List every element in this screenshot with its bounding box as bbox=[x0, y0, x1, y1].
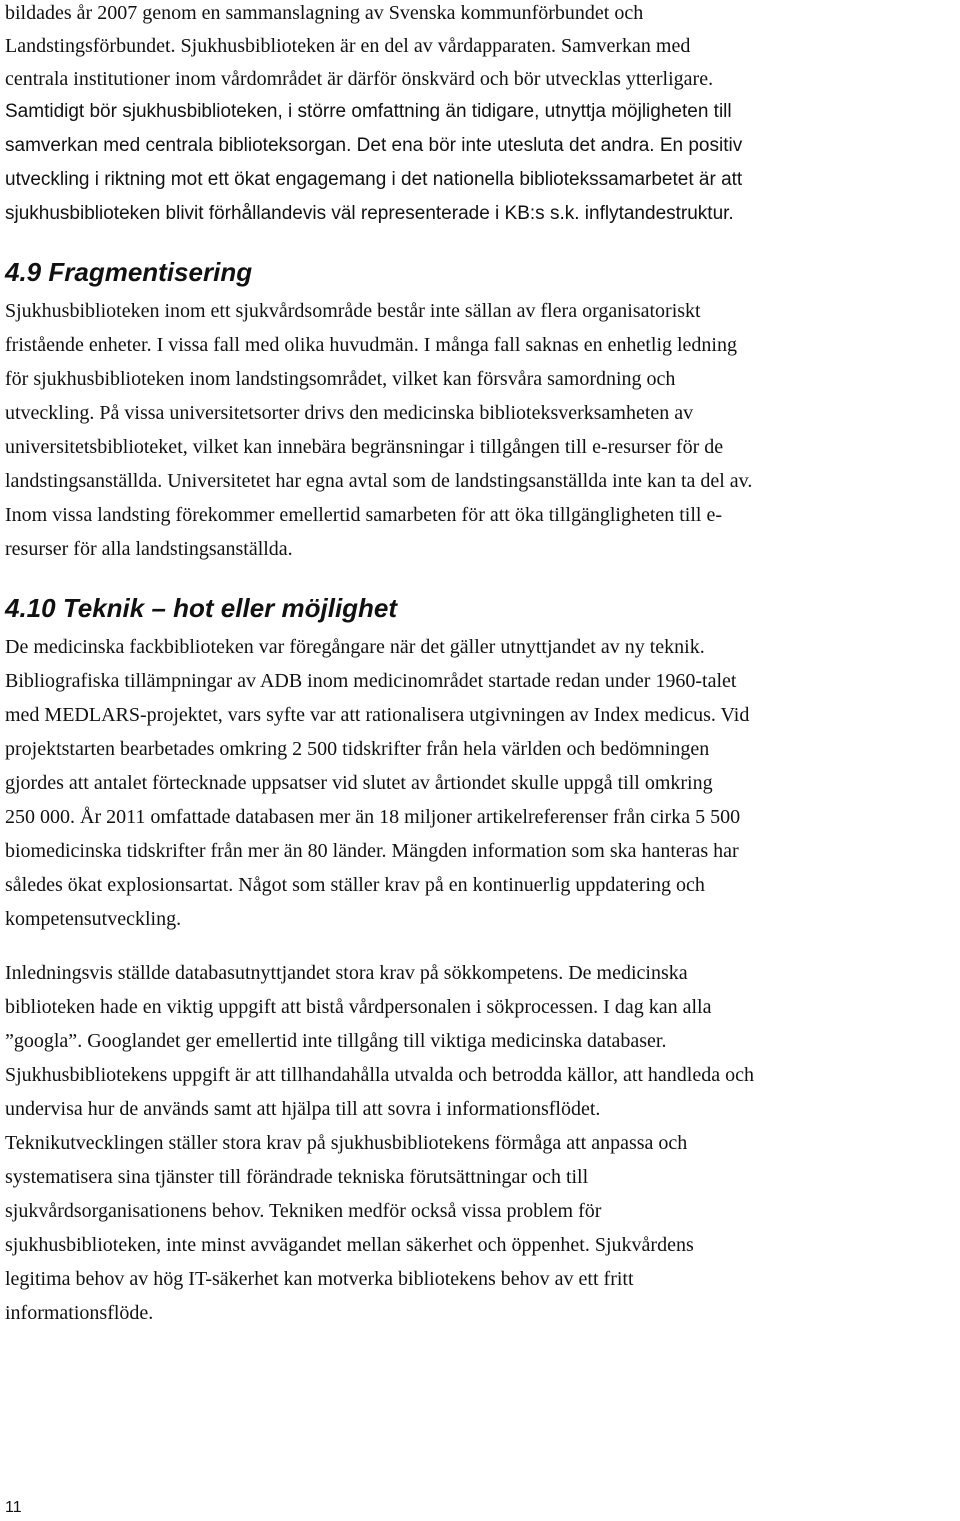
body-text-line: Sjukhusbibliotekens uppgift är att tillhandahålla utvalda och betrodda källor, att handleda och bbox=[5, 1064, 754, 1086]
body-text-line: sjukhusbiblioteken blivit förhållandevis väl representerade i KB:s s.k. inflytandestruktur. bbox=[5, 203, 734, 224]
body-text-line: för sjukhusbiblioteken inom landstingsområdet, vilket kan försvåra samordning och bbox=[5, 368, 676, 390]
body-text-line: centrala institutioner inom vårdområdet är därför önskvärd och bör utvecklas ytterligare. bbox=[5, 68, 714, 90]
section-heading: 4.9 Fragmentisering bbox=[5, 257, 253, 287]
body-text-line: biomedicinska tidskrifter från mer än 80 länder. Mängden information som ska hanteras har bbox=[5, 840, 739, 862]
body-text-line: Teknikutvecklingen ställer stora krav på sjukhusbibliotekens förmåga att anpassa och bbox=[5, 1132, 688, 1154]
body-text-line: således ökat explosionsartat. Något som ställer krav på en kontinuerlig uppdatering och bbox=[5, 874, 705, 896]
page-number: 11 bbox=[5, 1499, 22, 1516]
body-text-line: projektstarten bearbetades omkring 2 500 tidskrifter från hela världen och bedömningen bbox=[5, 738, 710, 760]
body-text-line: fristående enheter. I vissa fall med olika huvudmän. I många fall saknas en enhetlig ledning bbox=[5, 334, 737, 356]
body-text-line: utveckling i riktning mot ett ökat engagemang i det nationella bibliotekssamarbetet är att bbox=[5, 169, 743, 190]
body-text-line: sjukhusbiblioteken, inte minst avvägandet mellan säkerhet och öppenhet. Sjukvårdens bbox=[5, 1234, 694, 1256]
body-text-line: ”googla”. Googlandet ger emellertid inte tillgång till viktiga medicinska databaser. bbox=[5, 1030, 667, 1052]
body-text-line: systematisera sina tjänster till förändrade tekniska förutsättningar och till bbox=[5, 1166, 589, 1188]
body-text-line: gjordes att antalet förtecknade uppsatser vid slutet av årtiondet skulle uppgå till omkring bbox=[5, 772, 713, 794]
body-text-line: Samtidigt bör sjukhusbiblioteken, i större omfattning än tidigare, utnyttja möjligheten till bbox=[5, 101, 732, 122]
body-text-line: Landstingsförbundet. Sjukhusbiblioteken är en del av vårdapparaten. Samverkan med bbox=[5, 35, 691, 57]
body-text-line: Sjukhusbiblioteken inom ett sjukvårdsområde består inte sällan av flera organisatoriskt bbox=[5, 300, 701, 322]
body-text-line: 250 000. År 2011 omfattade databasen mer än 18 miljoner artikelreferenser från cirka 5 500 bbox=[5, 806, 741, 828]
body-text-line: Inledningsvis ställde databasutnyttjandet stora krav på sökkompetens. De medicinska bbox=[5, 962, 688, 984]
body-text-line: landstingsanställda. Universitetet har egna avtal som de landstingsanställda inte kan ta del av. bbox=[5, 470, 753, 492]
body-text-line: De medicinska fackbiblioteken var föregångare när det gäller utnyttjandet av ny teknik. bbox=[5, 636, 705, 658]
body-text-line: Bibliografiska tillämpningar av ADB inom medicinområdet startade redan under 1960-talet bbox=[5, 670, 737, 692]
body-text-line: biblioteken hade en viktig uppgift att bistå vårdpersonalen i sökprocessen. I dag kan alla bbox=[5, 996, 712, 1018]
section-heading: 4.10 Teknik – hot eller möjlighet bbox=[5, 593, 398, 623]
body-text-line: sjukvårdsorganisationens behov. Tekniken medför också vissa problem för bbox=[5, 1200, 602, 1222]
body-text-line: resurser för alla landstingsanställda. bbox=[5, 538, 293, 560]
body-text-line: utveckling. På vissa universitetsorter drivs den medicinska biblioteksverksamheten av bbox=[5, 402, 694, 424]
body-text-line: legitima behov av hög IT-säkerhet kan motverka bibliotekens behov av ett fritt bbox=[5, 1268, 634, 1290]
body-text-line: kompetensutveckling. bbox=[5, 908, 182, 930]
body-text-line: bildades år 2007 genom en sammanslagning av Svenska kommunförbundet och bbox=[5, 2, 644, 24]
body-text-line: informationsflöde. bbox=[5, 1302, 154, 1324]
body-text-line: undervisa hur de används samt att hjälpa till att sovra i informationsflödet. bbox=[5, 1098, 601, 1120]
body-text-line: med MEDLARS-projektet, vars syfte var att rationalisera utgivningen av Index medicus. Vid bbox=[5, 704, 750, 726]
body-text-line: samverkan med centrala biblioteksorgan. Det ena bör inte utesluta det andra. En positiv bbox=[5, 135, 743, 156]
body-text-line: Inom vissa landsting förekommer emellertid samarbeten för att öka tillgängligheten till e- bbox=[5, 504, 723, 526]
body-text-line: universitetsbiblioteket, vilket kan innebära begränsningar i tillgången till e-resurser för de bbox=[5, 436, 724, 458]
